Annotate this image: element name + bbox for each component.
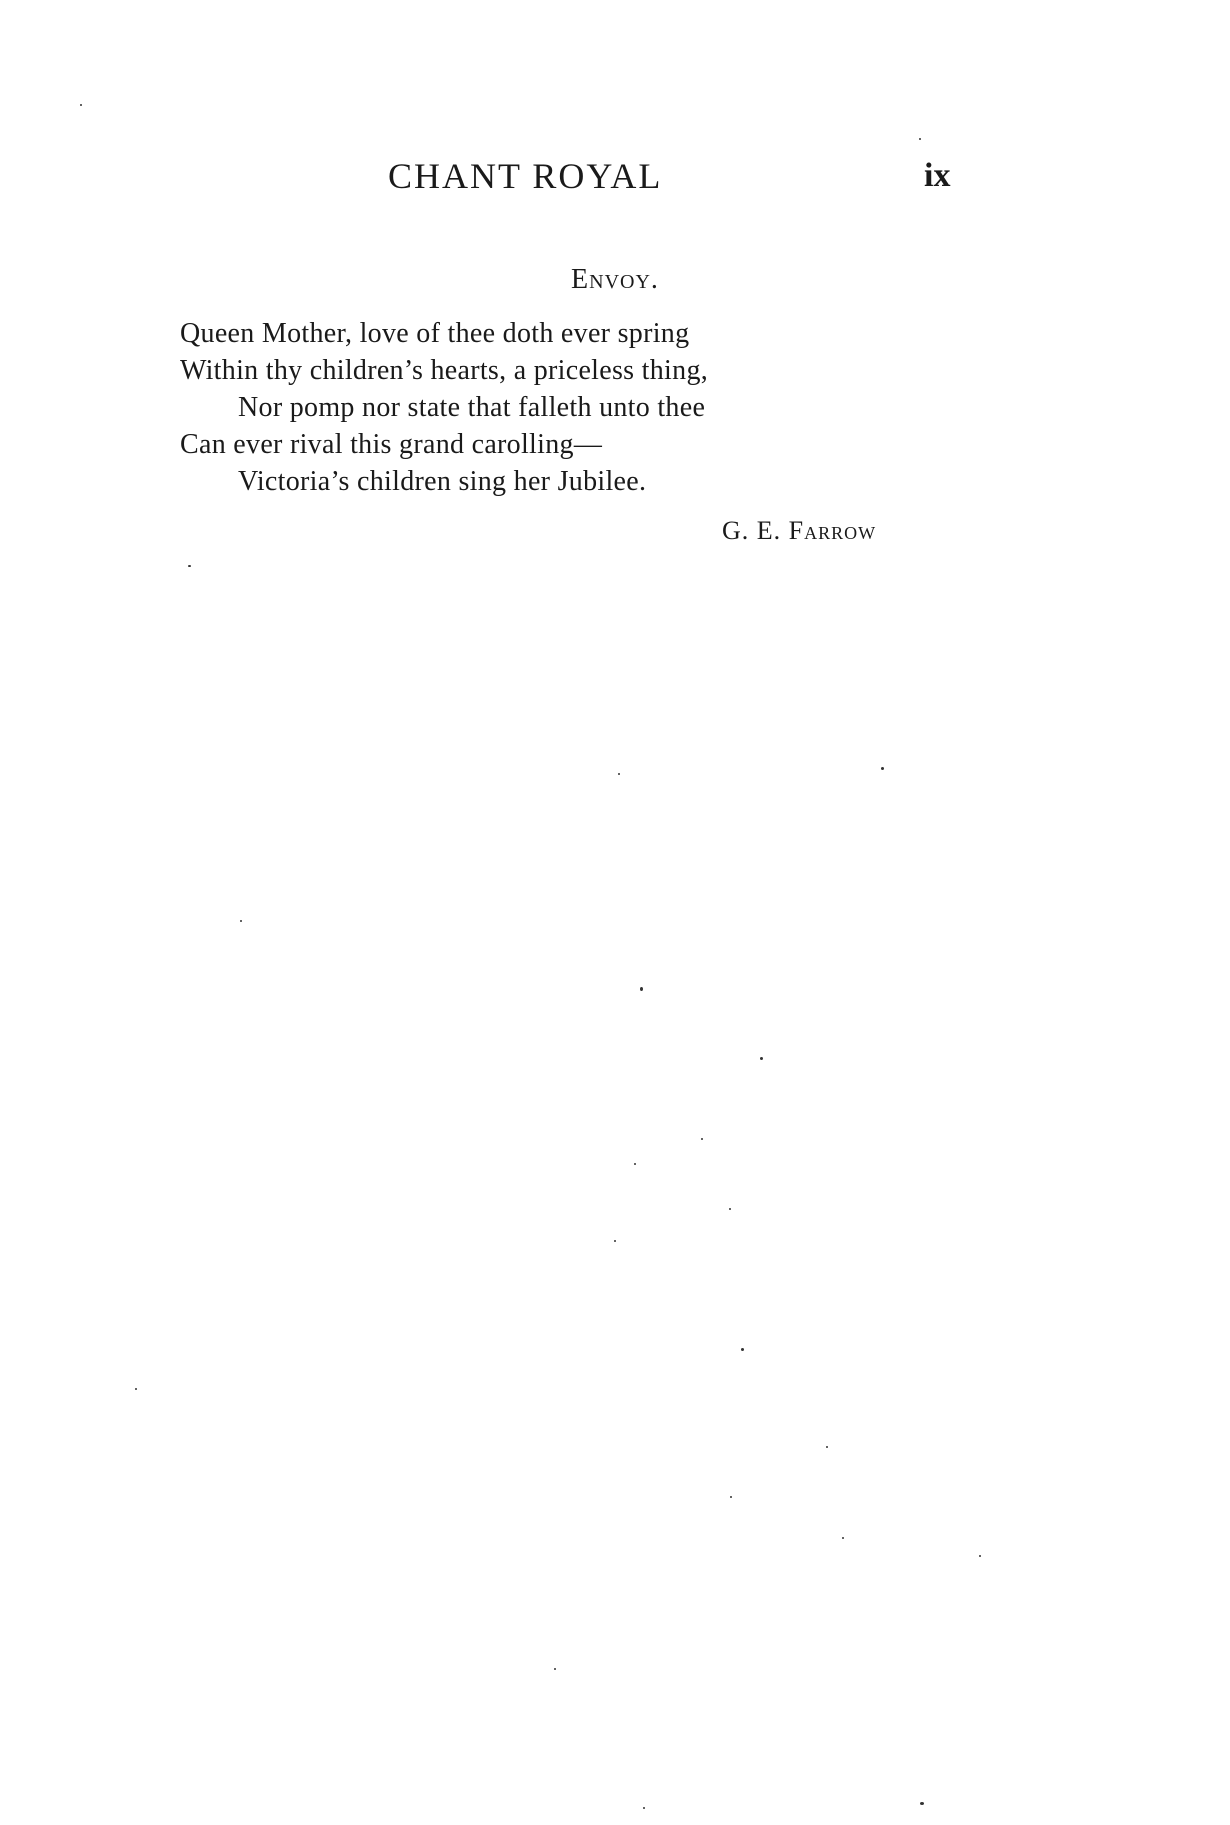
scan-speck xyxy=(614,1240,616,1242)
verse-line: Victoria’s children sing her Jubilee. xyxy=(238,466,647,497)
author-signature: G. E. Farrow xyxy=(722,516,877,545)
scan-speck xyxy=(618,773,620,775)
envoy-stanza xyxy=(180,315,980,500)
scan-speck xyxy=(919,138,921,140)
section-heading: Envoy. xyxy=(571,264,659,295)
scan-speck xyxy=(188,565,191,567)
scan-speck xyxy=(240,920,242,922)
scan-speck xyxy=(979,1555,981,1557)
scan-speck xyxy=(842,1537,844,1539)
scan-speck xyxy=(826,1446,828,1448)
verse-line: Within thy children’s hearts, a priceless thing, xyxy=(180,355,709,386)
verse-line: Nor pomp nor state that falleth unto thee xyxy=(238,392,706,423)
scan-speck xyxy=(760,1057,763,1060)
scan-speck xyxy=(881,767,884,770)
scan-speck xyxy=(643,1807,645,1809)
scan-speck xyxy=(701,1138,703,1140)
page-number: ix xyxy=(924,157,951,194)
scan-speck xyxy=(554,1668,556,1670)
verse-line: Can ever rival this grand carolling— xyxy=(180,429,603,460)
scan-speck xyxy=(640,987,643,991)
scan-speck xyxy=(729,1208,731,1210)
scan-speck xyxy=(920,1802,924,1805)
running-head xyxy=(0,154,1230,204)
scan-speck xyxy=(634,1163,636,1165)
scan-speck xyxy=(730,1496,732,1498)
running-title: CHANT ROYAL xyxy=(388,156,663,196)
scan-speck xyxy=(741,1348,744,1351)
verse-line: Queen Mother, love of thee doth ever spring xyxy=(180,318,690,349)
scan-speck xyxy=(135,1388,137,1390)
scan-speck xyxy=(80,104,82,106)
